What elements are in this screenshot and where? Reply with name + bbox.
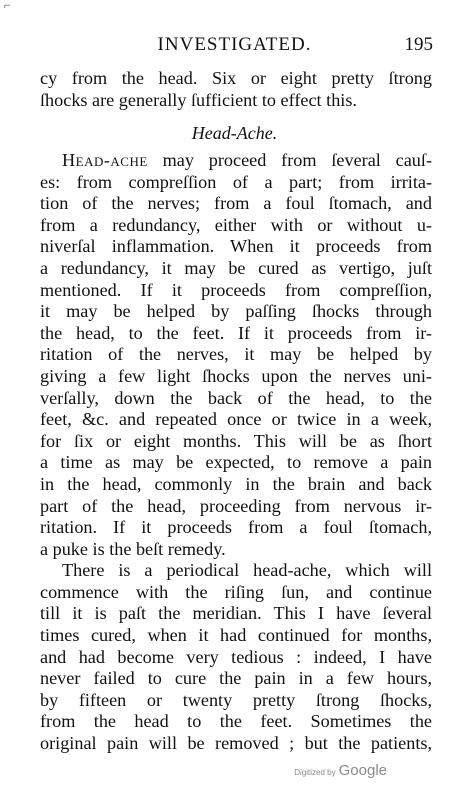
text-line: tion of the nerves; from a foul ſtomach, and xyxy=(40,193,432,214)
digitized-watermark xyxy=(294,762,387,780)
paragraph-first-line xyxy=(40,150,432,172)
text-line: till it is paſt the meridian. This I have ſeveral xyxy=(40,603,432,624)
text-line: it may be helped by paſſing ſhocks through xyxy=(40,301,432,322)
text-line: in the head, commonly in the brain and back xyxy=(40,473,432,494)
text-line: a redundancy, it may be cured as vertigo, juſt xyxy=(40,257,432,278)
corner-mark: ⌐ xyxy=(4,0,11,12)
watermark-prefix: Digitized by xyxy=(294,768,336,777)
text-line: verſally, down the back of the head, to the xyxy=(40,387,432,408)
text-line: giving a few light ſhocks upon the nerves uni- xyxy=(40,365,432,386)
text-line: ſhocks are generally ſufficient to effect this. xyxy=(40,89,357,110)
text-line: times cured, when it had continued for months, xyxy=(40,625,432,646)
text-line: for ſix or eight months. This will be as ſhort xyxy=(40,430,432,451)
text-line: and had become very tedious : indeed, I have xyxy=(40,646,432,667)
text-line: part of the head, proceeding from nervous ir- xyxy=(40,495,432,516)
text-line: a puke is the beſt remedy. xyxy=(40,538,226,559)
text-line: mentioned. If it proceeds from compreſſion, xyxy=(40,279,432,300)
text-line: feet, &c. and repeated once or twice in a week, xyxy=(40,409,432,430)
page-header xyxy=(0,34,469,60)
running-head: INVESTIGATED. xyxy=(157,34,312,55)
text-line: a time as may be expected, to remove a pain xyxy=(40,452,432,473)
text-line: by fifteen or twenty pretty ſtrong ſhocks, xyxy=(40,689,432,710)
google-logo: Google xyxy=(338,762,387,779)
section-body xyxy=(40,150,432,755)
text-line: original pain will be removed ; but the patients, xyxy=(40,733,432,754)
text-line: ritation. If it proceeds from a foul ſtomach, xyxy=(40,517,432,538)
text-line: from the head to the feet. Sometimes the xyxy=(40,711,432,732)
text-line: commence with the riſing ſun, and continue xyxy=(40,581,432,602)
text-line: cy from the head. Six or eight pretty ſtrong xyxy=(40,68,432,88)
text-line: es: from compreſſion of a part; from irrita- xyxy=(40,171,432,192)
text-line: the head, to the feet. If it proceeds from ir- xyxy=(40,322,432,343)
text-line: There is a periodical head-ache, which will xyxy=(62,560,432,581)
text-line: never failed to cure the pain in a few hours, xyxy=(40,668,432,689)
section-title: Head-Ache. xyxy=(191,123,278,143)
text-line: may proceed from ſeveral cauſ- xyxy=(147,150,432,170)
text-line: ritation of the nerves, it may be helped by xyxy=(40,344,432,365)
text-line: from a redundancy, either with or without u- xyxy=(40,214,432,235)
lead-word: Head-ache xyxy=(62,150,148,170)
text-line: niverſal inflammation. When it proceeds from xyxy=(40,236,432,257)
page-number: 195 xyxy=(404,34,433,55)
continuation-text xyxy=(40,68,432,111)
